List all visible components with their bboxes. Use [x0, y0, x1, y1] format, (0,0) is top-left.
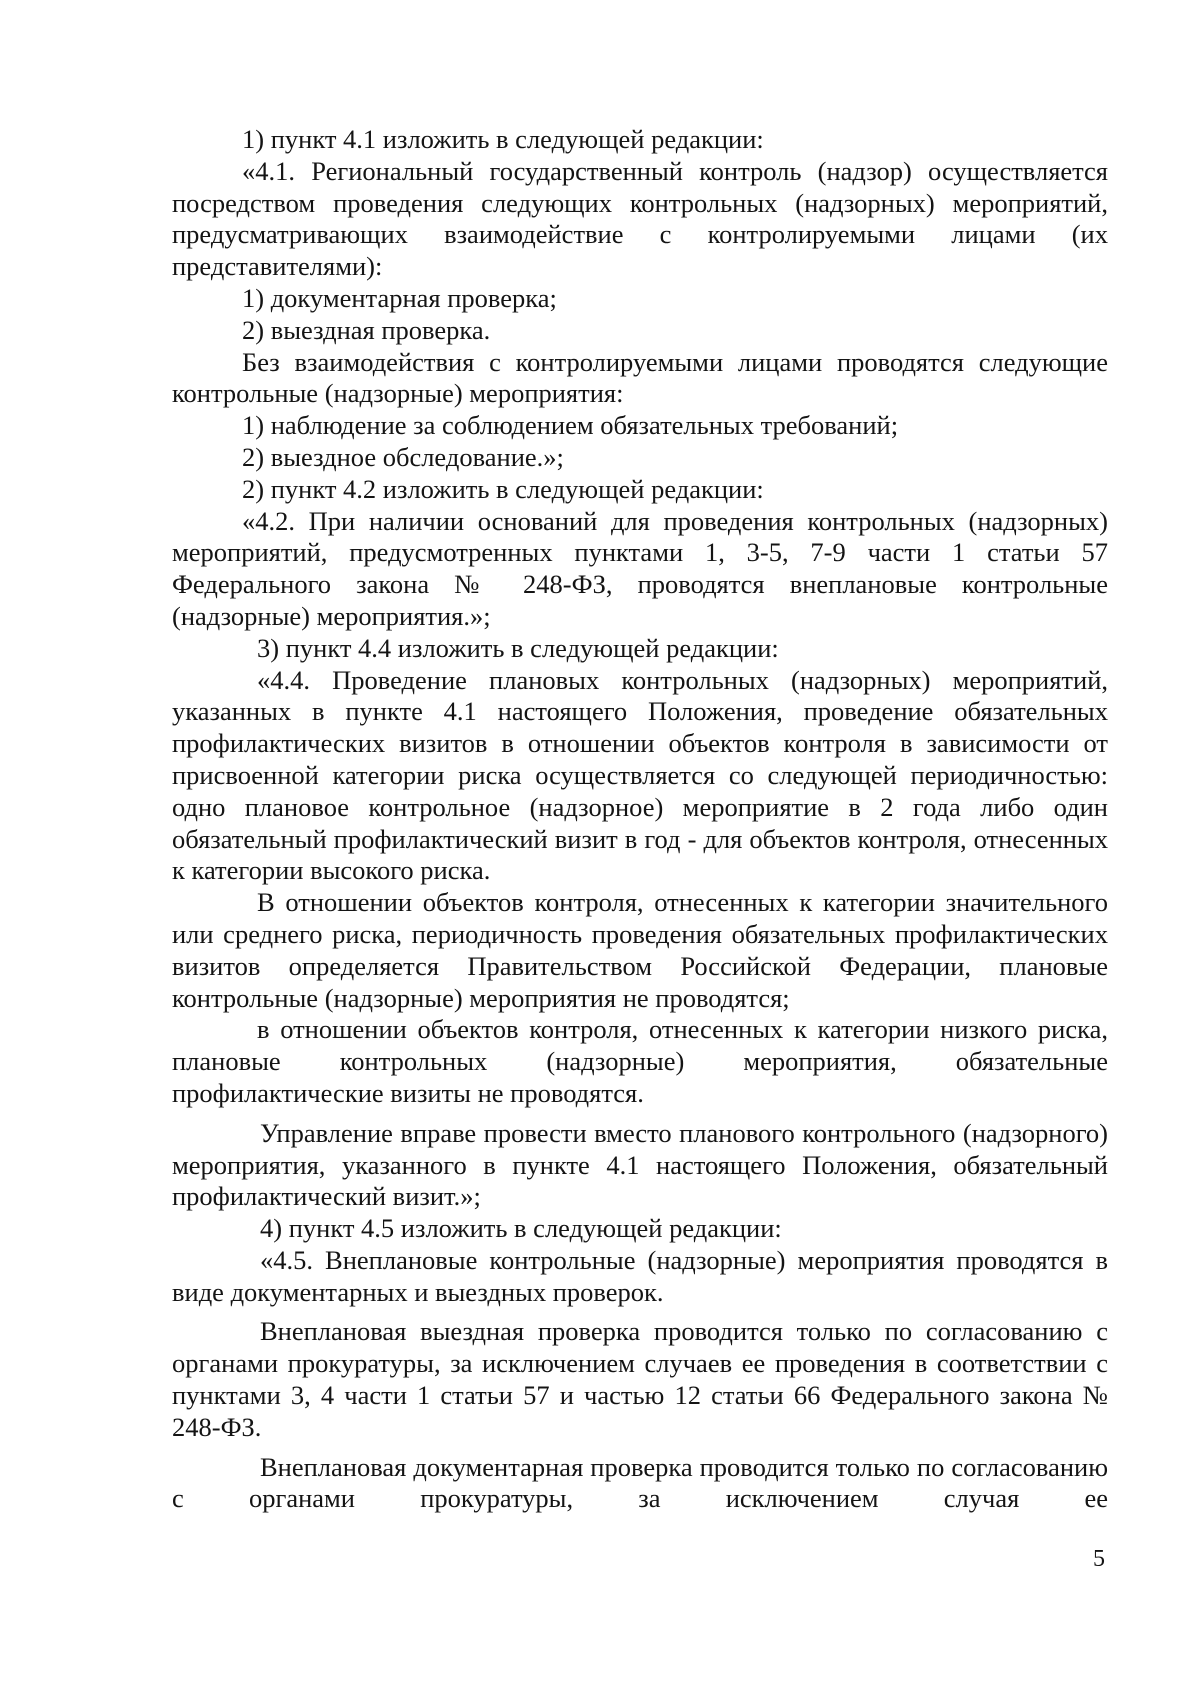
paragraph-3: 1) документарная проверка; [242, 282, 557, 313]
paragraph-17: Внеплановая выездная проверка проводится только по согласованию с органами прокуратуры, за исключением случаев ее проведения в соответствии с пунктами 3, 4 части 1 статьи 57 и частью 12 статьи 66 Федерального закона № 248-ФЗ. [172, 1316, 1108, 1442]
paragraph-16: «4.5. Внеплановые контрольные (надзорные) мероприятия проводятся в виде документарных и выездных проверок. [172, 1244, 1108, 1307]
paragraph-9: «4.2. При наличии оснований для проведения контрольных (надзорных) мероприятий, предусмотренных пунктами 1, 3-5, 7-9 части 1 статьи 57 Федерального закона № 248-ФЗ, проводятся внеплановые контрольные (надзорные) мероприятия.»; [172, 505, 1108, 631]
page-number: 5 [1093, 1546, 1105, 1572]
paragraph-13: в отношении объектов контроля, отнесенных к категории низкого риска, плановые контрольных (надзорные) мероприятия, обязательные профилактические визиты не проводятся. [172, 1014, 1108, 1108]
paragraph-1: 1) пункт 4.1 изложить в следующей редакции: [242, 124, 764, 154]
paragraph-14: Управление вправе провести вместо планового контрольного (надзорного) мероприятия, указанного в пункте 4.1 настоящего Положения, обязательный профилактический визит.»; [172, 1117, 1108, 1212]
paragraph-5: Без взаимодействия с контролируемыми лицами проводятся следующие контрольные (надзорные) мероприятия: [172, 346, 1108, 409]
paragraph-15: 4) пункт 4.5 изложить в следующей редакции: [260, 1213, 782, 1244]
paragraph-11: «4.4. Проведение плановых контрольных (надзорных) мероприятий, указанных в пункте 4.1 настоящего Положения, проведение обязательных профилактических визитов в отношении объектов контроля в зависимости от присвоенной категории риска осуществляется со следующей периодичностью: одно плановое контрольное (надзорное) мероприятие в 2 года либо один обязательный профилактический визит в год - для объектов контроля, отнесенных к категории высокого риска. [172, 664, 1108, 886]
paragraph-12: В отношении объектов контроля, отнесенных к категории значительного или среднего риска, периодичность проведения обязательных профилактических визитов определяется Правительством Российской Федерации, плановые контрольные (надзорные) мероприятия не проводятся; [172, 887, 1108, 1013]
paragraph-7: 2) выездное обследование.»; [242, 441, 564, 472]
paragraph-2: «4.1. Региональный государственный контроль (надзор) осуществляется посредством проведения следующих контрольных (надзорных) мероприятий, предусматривающих взаимодействие с контролируемыми лицами (их представителями): [172, 155, 1108, 282]
paragraph-8: 2) пункт 4.2 изложить в следующей редакции: [242, 473, 764, 504]
paragraph-10: 3) пункт 4.4 изложить в следующей редакции: [257, 632, 779, 663]
paragraph-18: Внеплановая документарная проверка проводится только по согласованию с органами прокуратуры, за исключением случая ее [172, 1451, 1108, 1514]
paragraph-4: 2) выездная проверка. [242, 314, 491, 345]
paragraph-6: 1) наблюдение за соблюдением обязательных требований; [242, 410, 899, 441]
